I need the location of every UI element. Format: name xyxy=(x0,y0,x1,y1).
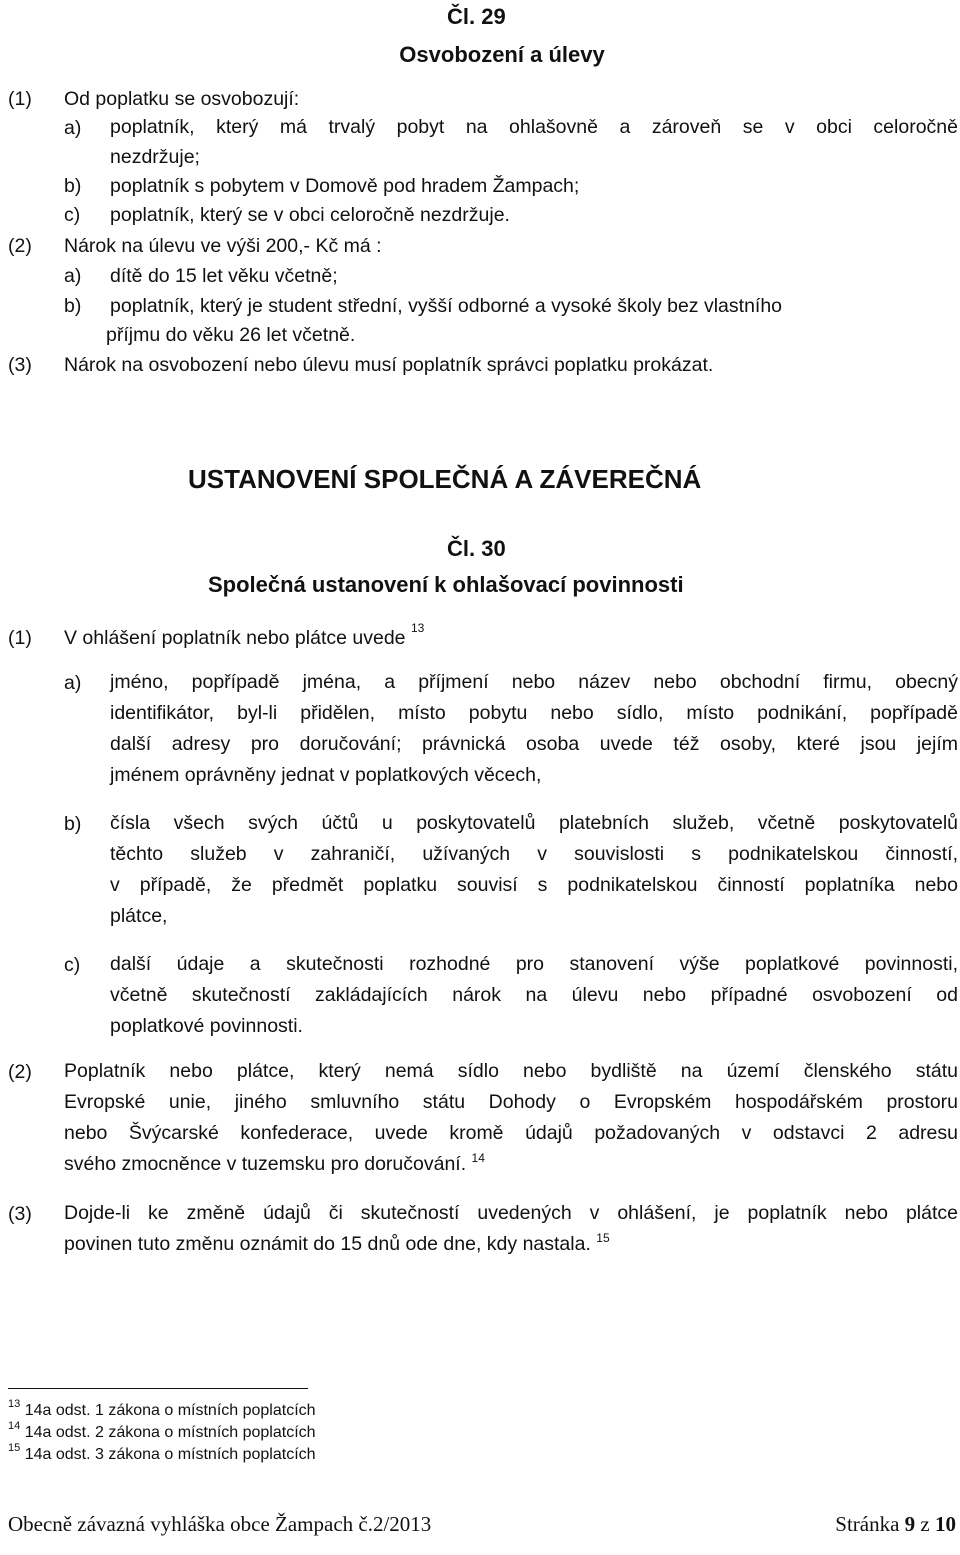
item-text-cont: nezdržuje; xyxy=(110,146,200,168)
item-label: b) xyxy=(64,295,82,317)
item-label: a) xyxy=(64,117,82,139)
para-number: (2) xyxy=(8,235,32,257)
footnote-text: 14a odst. 1 zákona o místních poplatcích xyxy=(24,1402,316,1419)
item-text xyxy=(110,949,958,1042)
line: čísla všech svých účtů u poskytovatelů platebních služeb, včetně poskytovatelů xyxy=(110,812,958,834)
line: Poplatník nebo plátce, který nemá sídlo nebo bydliště na území členského státu xyxy=(64,1060,958,1082)
line: další údaje a skutečnosti rozhodné pro stanovení výše poplatkové povinnosti, xyxy=(110,953,958,975)
total-pages: 10 xyxy=(935,1512,956,1536)
para-number: (1) xyxy=(8,88,32,110)
footnote-number: 13 xyxy=(8,1398,21,1410)
line: plátce, xyxy=(110,905,168,927)
item-text: poplatník, který je student střední, vyšší odborné a vysoké školy bez vlastního xyxy=(110,295,783,317)
article-30-number: Čl. 30 xyxy=(447,536,506,561)
footnote-ref: 15 xyxy=(596,1231,610,1245)
line-text: povinen tuto změnu oznámit do 15 dnů ode dne, kdy nastala. xyxy=(64,1233,591,1255)
footnote-ref: 13 xyxy=(410,621,425,635)
line: nebo Švýcarské konfederace, uvede kromě údajů požadovaných v odstavci 2 adresu xyxy=(64,1122,958,1144)
footnote-text: 14a odst. 3 zákona o místních poplatcích xyxy=(24,1446,316,1463)
para-intro: Od poplatku se osvobozují: xyxy=(64,88,300,110)
item-label: a) xyxy=(64,265,82,287)
para-text xyxy=(64,1198,958,1260)
item-label: b) xyxy=(64,813,82,835)
item-label: a) xyxy=(64,672,82,694)
footnote-separator xyxy=(8,1388,308,1389)
line-text: svého zmocněnce v tuzemsku pro doručování. xyxy=(64,1153,467,1175)
para-intro: Nárok na úlevu ve výši 200,- Kč má : xyxy=(64,235,382,257)
article-29-number: Čl. 29 xyxy=(447,4,506,29)
footnote xyxy=(8,1398,316,1420)
footnote-ref: 14 xyxy=(471,1151,485,1165)
footer-document-title: Obecně závazná vyhláška obce Žampach č.2/2013 xyxy=(8,1512,432,1536)
line: v případě, že předmět poplatku souvisí s podnikatelskou činností poplatníka nebo xyxy=(110,874,958,896)
item-text-cont: příjmu do věku 26 let včetně. xyxy=(106,324,356,346)
para-text: Nárok na osvobození nebo úlevu musí poplatník správci poplatku prokázat. xyxy=(64,354,714,376)
footnote-number: 14 xyxy=(8,1420,21,1432)
line: identifikátor, byl-li přidělen, místo pobytu nebo sídlo, místo podnikání, popřípadě xyxy=(110,702,958,724)
footnote-number: 15 xyxy=(8,1442,21,1454)
footnote-text: 14a odst. 2 zákona o místních poplatcích xyxy=(24,1424,316,1441)
current-page: 9 xyxy=(904,1512,916,1536)
article-29-title: Osvobození a úlevy xyxy=(399,42,605,67)
para-number: (3) xyxy=(8,1203,32,1225)
para-number: (2) xyxy=(8,1061,32,1083)
para-number: (3) xyxy=(8,354,32,376)
section-heading: USTANOVENÍ SPOLEČNÁ A ZÁVEREČNÁ xyxy=(188,464,702,494)
line: poplatkové povinnosti. xyxy=(110,1015,303,1037)
page-label: Stránka xyxy=(835,1512,900,1536)
item-text: poplatník, který se v obci celoročně nezdržuje. xyxy=(110,204,510,226)
item-text xyxy=(110,667,958,791)
para-number: (1) xyxy=(8,627,32,649)
line xyxy=(64,1229,958,1260)
item-text: dítě do 15 let věku včetně; xyxy=(110,265,338,287)
line: jménem oprávněny jednat v poplatkových věcech, xyxy=(110,764,542,786)
article-30-title: Společná ustanovení k ohlašovací povinnosti xyxy=(208,572,684,597)
item-label: c) xyxy=(64,954,81,976)
footer-page-number xyxy=(835,1512,956,1537)
line: další adresy pro doručování; právnická osoba uvede též osoby, které jsou jejím xyxy=(110,733,958,755)
footnote xyxy=(8,1442,316,1464)
para-text xyxy=(64,1056,958,1180)
line xyxy=(64,1149,958,1180)
line: poplatník, který má trvalý pobyt na ohlašovně a zároveň se v obci celoročně xyxy=(110,116,958,138)
item-label: b) xyxy=(64,175,82,197)
page-of: z xyxy=(920,1512,930,1536)
line: Evropské unie, jiného smluvního státu Dohody o Evropském hospodářském prostoru xyxy=(64,1091,958,1113)
item-text xyxy=(110,112,958,143)
footnote xyxy=(8,1420,316,1442)
line: těchto služeb v zahraničí, užívaných v souvislosti s podnikatelskou činností, xyxy=(110,843,958,865)
item-text xyxy=(110,808,958,932)
item-label: c) xyxy=(64,204,81,226)
item-text: poplatník s pobytem v Domově pod hradem Žampach; xyxy=(110,175,580,197)
line: včetně skutečností zakládajících nárok na úlevu nebo případné osvobození od xyxy=(110,984,958,1006)
line: jméno, popřípadě jména, a příjmení nebo název nebo obchodní firmu, obecný xyxy=(110,671,958,693)
line: Dojde-li ke změně údajů či skutečností uvedených v ohlášení, je poplatník nebo plátce xyxy=(64,1202,958,1224)
para-intro xyxy=(64,621,425,650)
para-intro-text: V ohlášení poplatník nebo plátce uvede xyxy=(64,627,406,649)
